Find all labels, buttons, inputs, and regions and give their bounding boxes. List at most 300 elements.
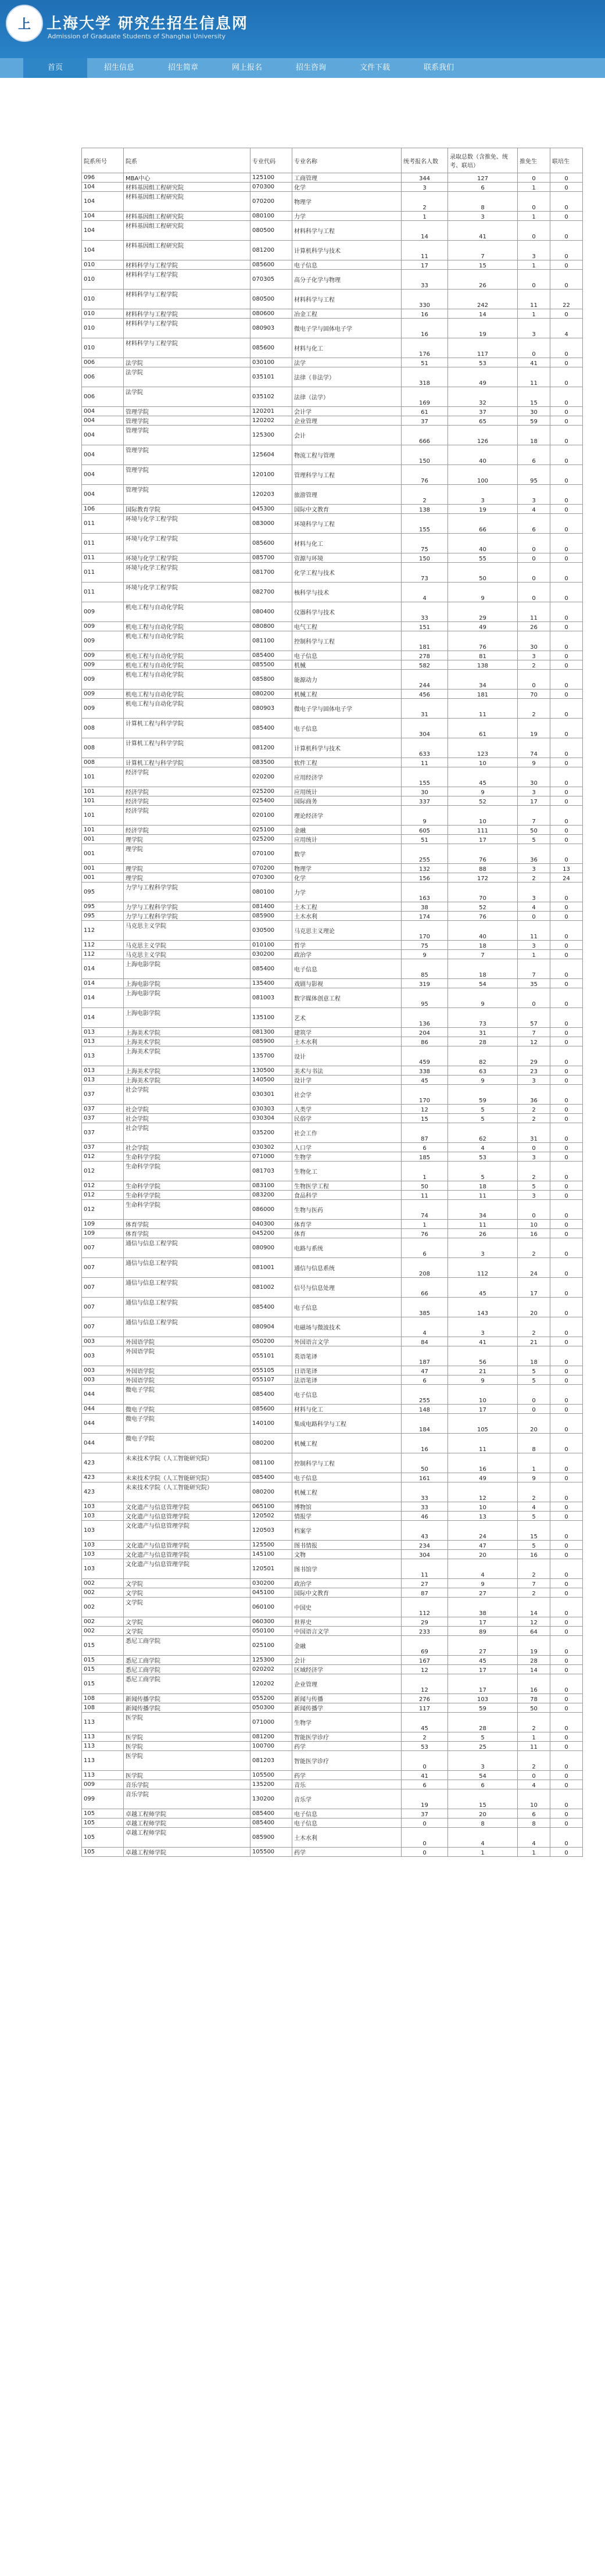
cell-dept-code: 101 bbox=[82, 826, 124, 835]
cell-applicants: 31 bbox=[402, 699, 448, 719]
table-row bbox=[82, 270, 583, 290]
cell-admitted-total: 89 bbox=[448, 1627, 518, 1636]
admission-table bbox=[81, 148, 583, 1857]
cell-recommended: 35 bbox=[518, 979, 550, 988]
table-row bbox=[82, 1588, 583, 1598]
table-row bbox=[82, 844, 583, 864]
table-row bbox=[82, 1818, 583, 1828]
cell-applicants: 84 bbox=[402, 1337, 448, 1346]
table-row bbox=[82, 1366, 583, 1375]
cell-major-code: 080400 bbox=[250, 602, 292, 622]
cell-dept-code: 108 bbox=[82, 1703, 124, 1713]
cell-major-name: 政治学 bbox=[292, 950, 402, 959]
cell-joint: 0 bbox=[550, 1550, 583, 1559]
cell-joint: 0 bbox=[550, 651, 583, 660]
cell-applicants: 1 bbox=[402, 212, 448, 221]
table-row bbox=[82, 212, 583, 221]
cell-major-name: 力学 bbox=[292, 212, 402, 221]
cell-dept: 卓越工程师学院 bbox=[124, 1828, 250, 1848]
cell-recommended: 24 bbox=[518, 1258, 550, 1278]
cell-dept-code: 112 bbox=[82, 941, 124, 950]
cell-major-name: 法律（非法学） bbox=[292, 367, 402, 387]
cell-recommended: 2 bbox=[518, 1317, 550, 1337]
cell-major-code: 035101 bbox=[250, 367, 292, 387]
cell-major-name: 电子信息 bbox=[292, 959, 402, 979]
cell-applicants: 184 bbox=[402, 1414, 448, 1434]
cell-admitted-total: 16 bbox=[448, 1453, 518, 1473]
table-row bbox=[82, 758, 583, 767]
cell-dept: 上海电影学院 bbox=[124, 959, 250, 979]
cell-major-name: 美术与书法 bbox=[292, 1066, 402, 1076]
cell-recommended: 6 bbox=[518, 1809, 550, 1818]
cell-major-name: 生物学 bbox=[292, 1713, 402, 1732]
cell-dept: 经济学院 bbox=[124, 806, 250, 826]
cell-dept: 环境与化学工程学院 bbox=[124, 583, 250, 602]
cell-dept: 未来技术学院（人工智能研究院） bbox=[124, 1453, 250, 1473]
cell-major-code: 120503 bbox=[250, 1521, 292, 1541]
cell-dept-code: 103 bbox=[82, 1550, 124, 1559]
cell-recommended: 0 bbox=[518, 563, 550, 583]
cell-admitted-total: 45 bbox=[448, 1656, 518, 1665]
cell-recommended: 19 bbox=[518, 1636, 550, 1656]
cell-major-code: 080900 bbox=[250, 1238, 292, 1258]
cell-applicants: 148 bbox=[402, 1405, 448, 1414]
cell-applicants: 319 bbox=[402, 979, 448, 988]
cell-admitted-total: 9 bbox=[448, 583, 518, 602]
cell-major-name: 图书馆学 bbox=[292, 1559, 402, 1579]
cell-major-code: 140500 bbox=[250, 1076, 292, 1085]
nav-consultation[interactable]: 招生咨询 bbox=[295, 63, 326, 72]
table-row bbox=[82, 912, 583, 921]
cell-major-name: 机械工程 bbox=[292, 689, 402, 699]
cell-applicants: 0 bbox=[402, 1848, 448, 1857]
cell-dept: 文化遗产与信息管理学院 bbox=[124, 1559, 250, 1579]
cell-recommended: 15 bbox=[518, 1521, 550, 1541]
cell-major-code: 080100 bbox=[250, 883, 292, 902]
cell-major-name: 核科学与技术 bbox=[292, 583, 402, 602]
nav-downloads[interactable]: 文件下载 bbox=[359, 63, 390, 72]
cell-applicants: 161 bbox=[402, 1473, 448, 1482]
cell-joint: 13 bbox=[550, 864, 583, 873]
cell-applicants: 156 bbox=[402, 873, 448, 883]
cell-dept-code: 009 bbox=[82, 670, 124, 689]
cell-applicants: 27 bbox=[402, 1579, 448, 1588]
cell-major-code: 085400 bbox=[250, 1298, 292, 1317]
cell-dept-code: 015 bbox=[82, 1674, 124, 1694]
cell-dept-code: 044 bbox=[82, 1414, 124, 1434]
cell-dept-code: 001 bbox=[82, 844, 124, 864]
cell-admitted-total: 40 bbox=[448, 445, 518, 465]
table-row bbox=[82, 1694, 583, 1703]
cell-major-name: 应用经济学 bbox=[292, 767, 402, 787]
cell-recommended: 20 bbox=[518, 1414, 550, 1434]
cell-applicants: 4 bbox=[402, 1317, 448, 1337]
cell-joint: 0 bbox=[550, 1238, 583, 1258]
table-row bbox=[82, 1238, 583, 1258]
cell-major-code: 065100 bbox=[250, 1502, 292, 1512]
cell-dept-code: 106 bbox=[82, 505, 124, 514]
cell-major-code: 081700 bbox=[250, 563, 292, 583]
cell-joint: 0 bbox=[550, 1434, 583, 1453]
cell-recommended: 7 bbox=[518, 1579, 550, 1588]
table-row bbox=[82, 1405, 583, 1414]
cell-major-code: 140100 bbox=[250, 1414, 292, 1434]
cell-dept-code: 113 bbox=[82, 1771, 124, 1780]
cell-recommended: 17 bbox=[518, 1278, 550, 1298]
cell-joint: 0 bbox=[550, 563, 583, 583]
cell-admitted-total: 32 bbox=[448, 387, 518, 407]
table-row bbox=[82, 192, 583, 212]
cell-dept: 上海电影学院 bbox=[124, 988, 250, 1008]
cell-major-code: 083200 bbox=[250, 1191, 292, 1200]
cell-major-code: 085900 bbox=[250, 1828, 292, 1848]
cell-dept-code: 003 bbox=[82, 1346, 124, 1366]
cell-recommended: 3 bbox=[518, 485, 550, 505]
cell-applicants: 29 bbox=[402, 1617, 448, 1627]
cell-dept: 法学院 bbox=[124, 358, 250, 367]
cell-applicants: 456 bbox=[402, 689, 448, 699]
cell-applicants: 16 bbox=[402, 319, 448, 338]
cell-major-code: 080200 bbox=[250, 1482, 292, 1502]
cell-major-name: 土木水利 bbox=[292, 1828, 402, 1848]
cell-recommended: 29 bbox=[518, 1046, 550, 1066]
cell-recommended: 2 bbox=[518, 1751, 550, 1771]
cell-applicants: 14 bbox=[402, 221, 448, 241]
cell-major-name: 电磁场与微波技术 bbox=[292, 1317, 402, 1337]
cell-dept-code: 095 bbox=[82, 883, 124, 902]
cell-recommended: 7 bbox=[518, 806, 550, 826]
cell-major-name: 智能医学诊疗 bbox=[292, 1732, 402, 1742]
main-nav bbox=[0, 58, 605, 78]
site-header bbox=[0, 0, 605, 58]
cell-dept-code: 012 bbox=[82, 1162, 124, 1181]
cell-major-name: 控制科学与工程 bbox=[292, 1453, 402, 1473]
cell-major-code: 071000 bbox=[250, 1713, 292, 1732]
cell-joint: 0 bbox=[550, 192, 583, 212]
table-row bbox=[82, 873, 583, 883]
cell-joint: 0 bbox=[550, 1559, 583, 1579]
table-row bbox=[82, 1123, 583, 1143]
cell-applicants: 185 bbox=[402, 1152, 448, 1162]
table-row bbox=[82, 631, 583, 651]
cell-admitted-total: 13 bbox=[448, 1512, 518, 1521]
cell-major-code: 030304 bbox=[250, 1114, 292, 1123]
cell-dept-code: 099 bbox=[82, 1789, 124, 1809]
cell-major-code: 085400 bbox=[250, 1385, 292, 1405]
cell-dept-code: 001 bbox=[82, 835, 124, 844]
cell-dept: 理学院 bbox=[124, 864, 250, 873]
nav-contact[interactable]: 联系我们 bbox=[423, 63, 454, 72]
cell-major-name: 药学 bbox=[292, 1771, 402, 1780]
cell-major-name: 艺术 bbox=[292, 1008, 402, 1028]
cell-major-code: 130500 bbox=[250, 1066, 292, 1076]
cell-dept: 材料科学与工程学院 bbox=[124, 290, 250, 309]
table-row bbox=[82, 1028, 583, 1037]
cell-admitted-total: 63 bbox=[448, 1066, 518, 1076]
cell-dept: 上海美术学院 bbox=[124, 1037, 250, 1046]
site-title[interactable]: 上海大学 研究生招生信息网 bbox=[46, 15, 249, 33]
cell-applicants: 0 bbox=[402, 1828, 448, 1848]
cell-major-name: 信号与信息处理 bbox=[292, 1278, 402, 1298]
cell-applicants: 167 bbox=[402, 1656, 448, 1665]
cell-admitted-total: 34 bbox=[448, 1200, 518, 1220]
cell-dept: 悉尼工商学院 bbox=[124, 1636, 250, 1656]
cell-major-code: 025200 bbox=[250, 787, 292, 796]
cell-major-code: 080800 bbox=[250, 622, 292, 631]
cell-dept-code: 007 bbox=[82, 1278, 124, 1298]
cell-dept-code: 011 bbox=[82, 553, 124, 563]
cell-dept: 通信与信息工程学院 bbox=[124, 1298, 250, 1317]
cell-applicants: 95 bbox=[402, 988, 448, 1008]
cell-major-code: 125300 bbox=[250, 1656, 292, 1665]
cell-admitted-total: 38 bbox=[448, 1598, 518, 1617]
cell-recommended: 74 bbox=[518, 738, 550, 758]
nav-admission-info[interactable]: 招生信息 bbox=[103, 63, 134, 72]
nav-home[interactable]: 首页 bbox=[23, 58, 87, 78]
cell-recommended: 30 bbox=[518, 631, 550, 651]
cell-joint: 0 bbox=[550, 1037, 583, 1046]
cell-admitted-total: 65 bbox=[448, 416, 518, 426]
cell-dept-code: 015 bbox=[82, 1656, 124, 1665]
cell-dept: 文化遗产与信息管理学院 bbox=[124, 1550, 250, 1559]
cell-recommended: 15 bbox=[518, 387, 550, 407]
cell-recommended: 1 bbox=[518, 950, 550, 959]
cell-dept: 文学院 bbox=[124, 1617, 250, 1627]
cell-major-name: 应用统计 bbox=[292, 835, 402, 844]
cell-applicants: 174 bbox=[402, 912, 448, 921]
cell-dept-code: 003 bbox=[82, 1366, 124, 1375]
table-row bbox=[82, 1789, 583, 1809]
cell-major-code: 081300 bbox=[250, 1028, 292, 1037]
table-row bbox=[82, 1598, 583, 1617]
cell-major-code: 120202 bbox=[250, 1674, 292, 1694]
nav-online-registration[interactable]: 网上报名 bbox=[231, 63, 262, 72]
cell-major-code: 030303 bbox=[250, 1105, 292, 1114]
cell-joint: 0 bbox=[550, 738, 583, 758]
cell-major-code: 080200 bbox=[250, 1434, 292, 1453]
table-row bbox=[82, 485, 583, 505]
table-row bbox=[82, 221, 583, 241]
cell-joint: 0 bbox=[550, 221, 583, 241]
cell-dept: 微电子学院 bbox=[124, 1385, 250, 1405]
cell-dept: 微电子学院 bbox=[124, 1405, 250, 1414]
cell-joint: 0 bbox=[550, 1502, 583, 1512]
cell-recommended: 2 bbox=[518, 660, 550, 670]
cell-admitted-total: 54 bbox=[448, 979, 518, 988]
cell-major-name: 社会工作 bbox=[292, 1123, 402, 1143]
cell-major-name: 机械 bbox=[292, 660, 402, 670]
cell-joint: 0 bbox=[550, 445, 583, 465]
cell-applicants: 12 bbox=[402, 1105, 448, 1114]
cell-major-code: 045300 bbox=[250, 505, 292, 514]
cell-joint: 0 bbox=[550, 1220, 583, 1229]
cell-major-name: 法语笔译 bbox=[292, 1375, 402, 1385]
cell-admitted-total: 21 bbox=[448, 1366, 518, 1375]
table-body bbox=[82, 173, 583, 1857]
nav-brochure[interactable]: 招生简章 bbox=[167, 63, 198, 72]
cell-recommended: 8 bbox=[518, 1818, 550, 1828]
cell-joint: 0 bbox=[550, 1298, 583, 1317]
cell-major-code: 085800 bbox=[250, 670, 292, 689]
cell-admitted-total: 127 bbox=[448, 173, 518, 183]
cell-applicants: 151 bbox=[402, 622, 448, 631]
cell-joint: 0 bbox=[550, 622, 583, 631]
cell-joint: 0 bbox=[550, 173, 583, 183]
cell-recommended: 3 bbox=[518, 319, 550, 338]
cell-dept: 材料科学与工程学院 bbox=[124, 270, 250, 290]
cell-applicants: 33 bbox=[402, 270, 448, 290]
cell-major-name: 英语笔译 bbox=[292, 1346, 402, 1366]
cell-recommended: 78 bbox=[518, 1694, 550, 1703]
cell-joint: 0 bbox=[550, 426, 583, 445]
cell-major-name: 金融 bbox=[292, 1636, 402, 1656]
cell-joint: 0 bbox=[550, 941, 583, 950]
cell-recommended: 0 bbox=[518, 583, 550, 602]
cell-admitted-total: 76 bbox=[448, 912, 518, 921]
cell-admitted-total: 49 bbox=[448, 622, 518, 631]
cell-major-name: 政治学 bbox=[292, 1579, 402, 1588]
cell-joint: 0 bbox=[550, 826, 583, 835]
cell-recommended: 2 bbox=[518, 1114, 550, 1123]
cell-admitted-total: 14 bbox=[448, 309, 518, 319]
cell-dept-code: 004 bbox=[82, 407, 124, 416]
cell-major-code: 081703 bbox=[250, 1162, 292, 1181]
cell-joint: 0 bbox=[550, 767, 583, 787]
cell-major-name: 图书情报 bbox=[292, 1541, 402, 1550]
cell-dept-code: 103 bbox=[82, 1521, 124, 1541]
cell-joint: 0 bbox=[550, 1521, 583, 1541]
cell-joint: 0 bbox=[550, 1152, 583, 1162]
cell-major-code: 120502 bbox=[250, 1512, 292, 1521]
university-logo[interactable]: 上 bbox=[6, 5, 43, 42]
cell-dept-code: 113 bbox=[82, 1713, 124, 1732]
cell-applicants: 2 bbox=[402, 1732, 448, 1742]
cell-major-name: 化学工程与技术 bbox=[292, 563, 402, 583]
cell-applicants: 87 bbox=[402, 1123, 448, 1143]
cell-joint: 0 bbox=[550, 1780, 583, 1789]
cell-admitted-total: 88 bbox=[448, 864, 518, 873]
cell-joint: 0 bbox=[550, 1008, 583, 1028]
cell-applicants: 181 bbox=[402, 631, 448, 651]
cell-major-name: 法律（法学） bbox=[292, 387, 402, 407]
cell-major-name: 音乐学 bbox=[292, 1789, 402, 1809]
cell-major-name: 生物与医药 bbox=[292, 1200, 402, 1220]
cell-admitted-total: 15 bbox=[448, 260, 518, 270]
cell-joint: 0 bbox=[550, 1732, 583, 1742]
cell-joint: 0 bbox=[550, 1627, 583, 1636]
cell-dept-code: 006 bbox=[82, 358, 124, 367]
cell-dept: 环境与化学工程学院 bbox=[124, 563, 250, 583]
cell-joint: 0 bbox=[550, 1085, 583, 1105]
cell-joint: 0 bbox=[550, 719, 583, 738]
cell-applicants: 37 bbox=[402, 416, 448, 426]
cell-applicants: 76 bbox=[402, 465, 448, 485]
cell-dept: 材料基因组工程研究院 bbox=[124, 192, 250, 212]
cell-recommended: 3 bbox=[518, 941, 550, 950]
cell-dept-code: 014 bbox=[82, 1008, 124, 1028]
cell-applicants: 6 bbox=[402, 1375, 448, 1385]
cell-applicants: 132 bbox=[402, 864, 448, 873]
cell-dept-code: 423 bbox=[82, 1473, 124, 1482]
cell-recommended: 2 bbox=[518, 1588, 550, 1598]
cell-major-name: 会计 bbox=[292, 426, 402, 445]
cell-admitted-total: 6 bbox=[448, 183, 518, 192]
cell-dept: 管理学院 bbox=[124, 445, 250, 465]
cell-major-code: 085700 bbox=[250, 553, 292, 563]
cell-dept: 经济学院 bbox=[124, 796, 250, 806]
cell-major-code: 055101 bbox=[250, 1346, 292, 1366]
cell-dept: 文化遗产与信息管理学院 bbox=[124, 1502, 250, 1512]
cell-dept-code: 101 bbox=[82, 796, 124, 806]
cell-major-name: 理论经济学 bbox=[292, 806, 402, 826]
cell-major-code: 081100 bbox=[250, 631, 292, 651]
cell-admitted-total: 9 bbox=[448, 1076, 518, 1085]
cell-admitted-total: 70 bbox=[448, 883, 518, 902]
cell-dept: 卓越工程师学院 bbox=[124, 1809, 250, 1818]
cell-admitted-total: 81 bbox=[448, 651, 518, 660]
cell-admitted-total: 59 bbox=[448, 1085, 518, 1105]
cell-major-name: 体育 bbox=[292, 1229, 402, 1238]
cell-joint: 0 bbox=[550, 1337, 583, 1346]
cell-dept: 法学院 bbox=[124, 367, 250, 387]
cell-major-code: 125300 bbox=[250, 426, 292, 445]
table-row bbox=[82, 835, 583, 844]
cell-applicants: 11 bbox=[402, 758, 448, 767]
cell-dept-code: 007 bbox=[82, 1317, 124, 1337]
cell-recommended: 36 bbox=[518, 844, 550, 864]
cell-applicants: 117 bbox=[402, 1703, 448, 1713]
table-row bbox=[82, 1713, 583, 1732]
table-row bbox=[82, 1482, 583, 1502]
cell-major-name: 金融 bbox=[292, 826, 402, 835]
cell-dept-code: 103 bbox=[82, 1559, 124, 1579]
cell-applicants: 87 bbox=[402, 1588, 448, 1598]
cell-recommended: 19 bbox=[518, 719, 550, 738]
cell-dept: 新闻传播学院 bbox=[124, 1694, 250, 1703]
cell-applicants: 318 bbox=[402, 367, 448, 387]
cell-dept: 生命科学学院 bbox=[124, 1200, 250, 1220]
cell-major-name: 冶金工程 bbox=[292, 309, 402, 319]
cell-dept: 社会学院 bbox=[124, 1105, 250, 1114]
cell-major-code: 083100 bbox=[250, 1181, 292, 1191]
cell-applicants: 605 bbox=[402, 826, 448, 835]
cell-applicants: 304 bbox=[402, 719, 448, 738]
cell-dept-code: 113 bbox=[82, 1742, 124, 1751]
cell-dept-code: 014 bbox=[82, 959, 124, 979]
cell-dept-code: 011 bbox=[82, 563, 124, 583]
cell-recommended: 6 bbox=[518, 445, 550, 465]
cell-applicants: 9 bbox=[402, 806, 448, 826]
cell-applicants: 150 bbox=[402, 553, 448, 563]
cell-major-name: 药学 bbox=[292, 1742, 402, 1751]
cell-dept: 文学院 bbox=[124, 1627, 250, 1636]
cell-dept: 计算机工程与科学学院 bbox=[124, 719, 250, 738]
cell-dept-code: 014 bbox=[82, 988, 124, 1008]
cell-dept: 外国语学院 bbox=[124, 1366, 250, 1375]
table-row bbox=[82, 416, 583, 426]
cell-recommended: 11 bbox=[518, 290, 550, 309]
cell-dept-code: 012 bbox=[82, 1152, 124, 1162]
cell-joint: 0 bbox=[550, 602, 583, 622]
cell-admitted-total: 4 bbox=[448, 1828, 518, 1848]
header-major-code: 专业代码 bbox=[250, 148, 292, 173]
cell-major-code: 025200 bbox=[250, 835, 292, 844]
cell-recommended: 8 bbox=[518, 1434, 550, 1453]
cell-applicants: 50 bbox=[402, 1181, 448, 1191]
cell-dept-code: 010 bbox=[82, 290, 124, 309]
cell-major-name: 音乐 bbox=[292, 1780, 402, 1789]
cell-dept-code: 012 bbox=[82, 1200, 124, 1220]
